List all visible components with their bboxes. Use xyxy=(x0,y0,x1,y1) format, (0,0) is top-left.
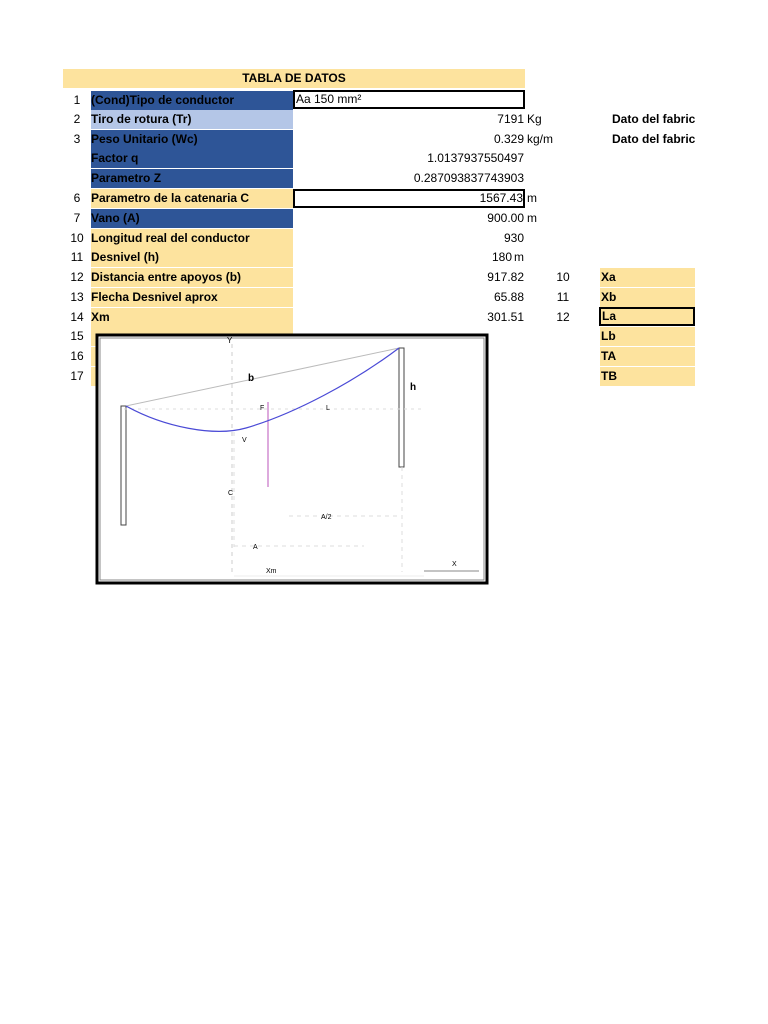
row-index: 11 xyxy=(70,250,84,264)
row-index: 6 xyxy=(73,191,81,205)
label-longitud-real[interactable]: Longitud real del conductor xyxy=(91,229,293,248)
side-index: 12 xyxy=(556,310,570,324)
label-v: V xyxy=(242,437,247,444)
side-label-ta[interactable]: TA xyxy=(600,347,695,366)
table-title: TABLA DE DATOS xyxy=(63,69,525,88)
value-factor-q[interactable]: 1.0137937550497 xyxy=(427,151,524,165)
label-a: A xyxy=(253,544,258,551)
value-distancia-apoyos[interactable]: 917.82 xyxy=(487,270,524,284)
label-vano[interactable]: Vano (A) xyxy=(91,209,293,228)
label-xm[interactable]: Xm xyxy=(91,308,293,327)
row-index: 17 xyxy=(70,369,84,383)
label-parametro-z[interactable]: Parametro Z xyxy=(91,169,293,188)
value-tipo-conductor[interactable]: Aa 150 mm² xyxy=(293,90,525,109)
label-a-half: A/2 xyxy=(321,514,332,521)
catenary-diagram xyxy=(94,332,490,586)
value-xm[interactable]: 301.51 xyxy=(487,310,524,324)
unit-parametro-catenaria: m xyxy=(527,191,537,205)
unit-peso-unitario: kg/m xyxy=(527,132,554,146)
side-label-xb[interactable]: Xb xyxy=(600,288,695,307)
unit-vano: m xyxy=(527,211,537,225)
row-index: 16 xyxy=(70,349,84,363)
row-index: 15 xyxy=(70,329,84,343)
label-tipo-conductor[interactable]: (Cond)Tipo de conductor xyxy=(91,91,293,110)
label-c: C xyxy=(228,490,234,497)
side-label-lb[interactable]: Lb xyxy=(600,327,695,346)
row-index: 3 xyxy=(73,132,81,146)
row-index: 1 xyxy=(73,93,81,107)
pole-left xyxy=(121,406,126,525)
value-desnivel[interactable]: 180 xyxy=(491,250,512,264)
unit-tiro-rotura: Kg xyxy=(527,112,542,126)
row-index: 10 xyxy=(70,231,84,245)
label-y: Y xyxy=(227,336,233,345)
row-index: 14 xyxy=(70,310,84,324)
label-x: X xyxy=(452,561,457,568)
value-vano[interactable]: 900.00 xyxy=(487,211,524,225)
row-index: 12 xyxy=(70,270,84,284)
label-flecha-desnivel[interactable]: Flecha Desnivel aprox xyxy=(91,288,293,307)
label-xm: Xm xyxy=(266,568,277,575)
row-index: 2 xyxy=(73,112,81,126)
side-label-la[interactable]: La xyxy=(599,307,695,326)
note-dato-fabricante: Dato del fabric xyxy=(612,132,696,146)
label-parametro-catenaria[interactable]: Parametro de la catenaria C xyxy=(91,189,293,208)
side-index: 11 xyxy=(556,290,570,304)
label-factor-q[interactable]: Factor q xyxy=(91,149,293,168)
label-b: b xyxy=(248,373,255,384)
value-parametro-catenaria[interactable]: 1567.43 xyxy=(293,189,525,208)
side-index: 10 xyxy=(556,270,570,284)
note-dato-fabricante: Dato del fabric xyxy=(612,112,696,126)
label-distancia-apoyos[interactable]: Distancia entre apoyos (b) xyxy=(91,268,293,287)
value-longitud-real[interactable]: 930 xyxy=(503,231,524,245)
label-f: F xyxy=(260,405,265,412)
label-h: h xyxy=(410,382,417,393)
value-parametro-z[interactable]: 0.287093837743903 xyxy=(413,171,524,185)
label-tiro-rotura[interactable]: Tiro de rotura (Tr) xyxy=(91,110,293,129)
value-tiro-rotura[interactable]: 7191 xyxy=(497,112,524,126)
unit-desnivel: m xyxy=(514,250,524,264)
side-label-tb[interactable]: TB xyxy=(600,367,695,386)
label-l: L xyxy=(326,405,330,412)
value-peso-unitario[interactable]: 0.329 xyxy=(493,132,524,146)
value-flecha-desnivel[interactable]: 65.88 xyxy=(493,290,524,304)
side-label-xa[interactable]: Xa xyxy=(600,268,695,287)
row-index: 13 xyxy=(70,290,84,304)
pole-right xyxy=(399,348,404,467)
label-desnivel[interactable]: Desnivel (h) xyxy=(91,248,293,267)
label-peso-unitario[interactable]: Peso Unitario (Wc) xyxy=(91,130,293,149)
row-index: 7 xyxy=(73,211,81,225)
